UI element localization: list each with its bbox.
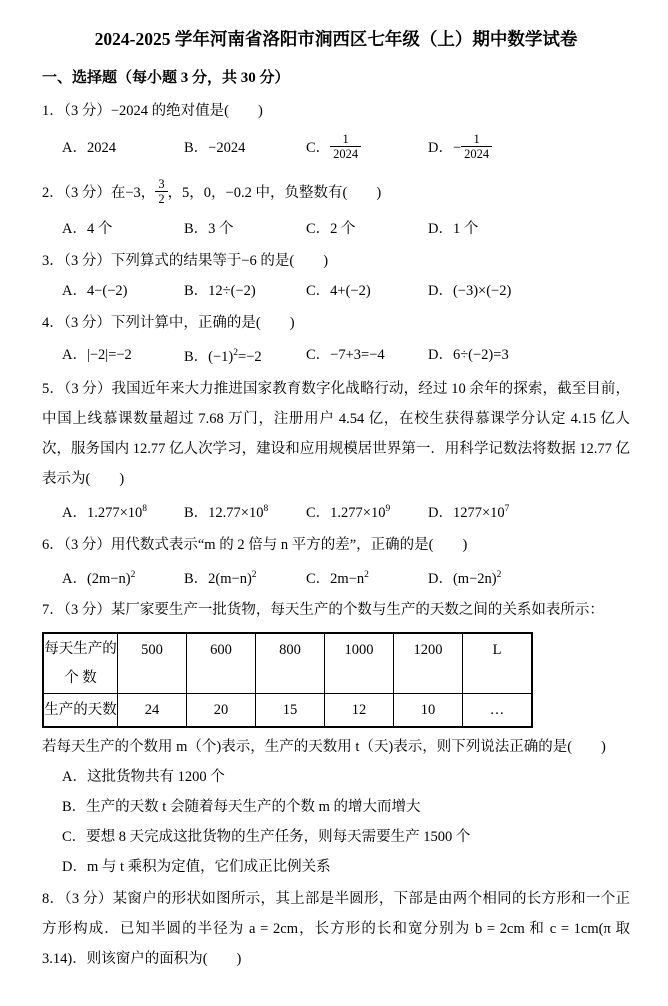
table-header-units: 每天生产的 个 数 <box>43 633 118 694</box>
table-cell: 800 <box>256 633 325 694</box>
question-2 <box>42 172 630 244</box>
q6-option-c: C．$2m-n^2$ <box>306 569 369 587</box>
exam-title: 2024-2025 学年河南省洛阳市涧西区七年级（上）期中数学试卷 <box>94 29 578 49</box>
table-cell: 600 <box>187 633 256 694</box>
q4-options <box>42 338 630 372</box>
q1-option-a: A．2024 <box>62 140 116 156</box>
production-table <box>42 632 533 728</box>
q7-option-d: D．m 与 t 乘积为定值，它们成正比例关系 <box>62 859 331 876</box>
q4-stem: 4．（3 分）下列计算中，正确的是( ) <box>42 315 295 331</box>
q2-option-b: B．3 个 <box>184 221 234 237</box>
q3-option-a: A．4−(−2) <box>62 283 128 299</box>
table-cell: 15 <box>256 694 325 728</box>
q7-option-c: C．要想 8 天完成这批货物的生产任务，则每天需要生产 1500 个 <box>62 829 471 846</box>
q5-option-d: D．$1277\times 10^7$ <box>428 503 510 521</box>
q3-option-d: D．(−3)×(−2) <box>428 283 512 299</box>
q7-options <box>42 762 630 882</box>
q1-option-c <box>306 133 428 164</box>
table-cell: 10 <box>394 694 463 728</box>
q3-options <box>42 276 630 306</box>
q4-option-d: D．6÷(−2)=3 <box>428 346 509 363</box>
section-heading: 一、选择题（每小题 3 分，共 30 分） <box>42 70 290 86</box>
q5-option-c: C．$1.277\times 10^9$ <box>306 503 391 521</box>
q3-option-c: C．4+(−2) <box>306 283 371 299</box>
q2-fraction: $\frac{3}{2}$ <box>155 177 167 207</box>
question-8 <box>42 884 630 974</box>
q6-stem: 6．（3 分）用代数式表示“m 的 2 倍与 n 平方的差”，正确的是( ) <box>42 536 468 553</box>
question-7 <box>42 595 630 882</box>
q8-stem: 8．（3 分）某窗户的形状如图所示，其上部是半圆形，下部是由两个相同的长方形和一个正方形构成．已知半圆的半径为 a = 2cm，长方形的长和宽分别为 b = 2cm 和 c = 1cm(π 取 3.14)．则该窗户的面积为( ) <box>42 891 630 968</box>
q1-option-c-label: C． <box>306 139 331 156</box>
q7-option-b: B．生产的天数 t 会随着每天生产的个数 m 的增大而增大 <box>62 799 421 816</box>
q6-option-a: A．$(2m-n)^2$ <box>62 569 136 587</box>
q7-option-a: A．这批货物共有 1200 个 <box>62 769 225 786</box>
table-cell: L <box>463 633 533 694</box>
q3-stem: 3．（3 分）下列算式的结果等于−6 的是( ) <box>42 253 329 269</box>
q4-option-b: B．$(-1)^2=-2$ <box>184 348 262 365</box>
table-cell: 1000 <box>325 633 394 694</box>
table-cell: 24 <box>118 694 187 728</box>
q3-option-b: B．12÷(−2) <box>184 283 256 299</box>
table-cell: 20 <box>187 694 256 728</box>
q4-option-c: C．−7+3=−4 <box>306 346 385 363</box>
q2-stem: 2．（3 分）在−3， $\frac{3}{2}$ ，5，0，−0.2 中，负整数有( ) <box>42 176 382 207</box>
q1-option-d-label: D．− <box>428 139 462 156</box>
q5-option-b: B．$12.77\times 10^8$ <box>184 503 269 521</box>
question-5 <box>42 374 630 528</box>
q1-option-d-fraction: $\frac{1}{2024}$ <box>461 132 492 162</box>
question-1 <box>42 96 630 170</box>
q6-option-d: D．$(m-2n)^2$ <box>428 569 502 587</box>
q5-stem: 5．（3 分）我国近年来大力推进国家教育数字化战略行动，经过 10 余年的探索，截至目前，中国上线慕课数量超过 7.68 万门，注册用户 4.54 亿，在校生获得慕课学分认定 4.15 亿人次，服务国内 12.77 亿人次学习，建设和应用规模居世界第一．用科学记数法将数据 12.77 亿表示为( ) <box>42 380 630 487</box>
q6-option-b: B．$2(m-n)^2$ <box>184 569 257 587</box>
q1-options <box>42 126 630 170</box>
question-6 <box>42 530 630 594</box>
q2-option-d: D．1 个 <box>428 221 479 237</box>
q2-option-a: A．4 个 <box>62 221 113 237</box>
question-3 <box>42 246 630 306</box>
q2-option-c: C．2 个 <box>306 221 356 237</box>
q5-option-a: A．$1.277\times 10^8$ <box>62 503 148 521</box>
q1-option-c-fraction: $\frac{1}{2024}$ <box>330 132 361 162</box>
q1-stem: 1．（3 分）−2024 的绝对值是( ) <box>42 103 263 119</box>
table-cell: 500 <box>118 633 187 694</box>
table-cell: 12 <box>325 694 394 728</box>
table-header-days: 生产的天数 <box>43 694 118 728</box>
q1-option-b: B．−2024 <box>184 140 246 156</box>
q6-options <box>42 560 630 594</box>
q5-options <box>42 494 630 528</box>
table-cell: … <box>463 694 533 728</box>
q7-after-table-text: 若每天生产的个数用 m（个)表示，生产的天数用 t（天)表示，则下列说法正确的是( ) <box>42 739 606 756</box>
q2-options <box>42 214 630 244</box>
table-cell: 1200 <box>394 633 463 694</box>
table-row-days <box>43 694 532 728</box>
table-row-units-per-day <box>43 633 532 694</box>
question-4 <box>42 308 630 372</box>
q1-option-d <box>428 133 630 164</box>
q7-stem: 7．（3 分）某厂家要生产一批货物，每天生产的个数与生产的天数之间的关系如表所示： <box>42 602 604 619</box>
q4-option-a: A．|−2|=−2 <box>62 346 132 363</box>
